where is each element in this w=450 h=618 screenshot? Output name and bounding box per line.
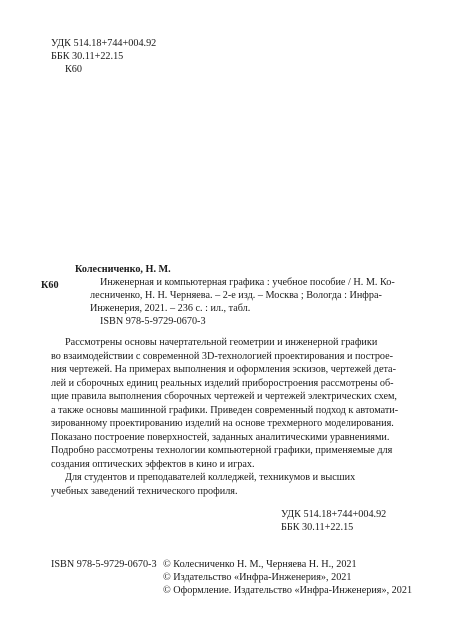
annotation-line: учебных заведений технического профиля. xyxy=(51,485,238,497)
bib-line: Инженерная и компьютерная графика : учебное пособие / Н. М. Ко- xyxy=(100,277,395,288)
bottom-classification xyxy=(281,508,386,534)
udk-code: УДК 514.18+744+004.92 xyxy=(51,38,157,49)
annotation-line: зированному проектированию изделий на основе трехмерного моделирования. xyxy=(51,418,394,429)
copyright-block xyxy=(163,558,412,597)
copyright-line: © Издательство «Инфра-Инженерия», 2021 xyxy=(163,572,352,583)
copyright-line: © Колесниченко Н. М., Черняева Н. Н., 2021 xyxy=(163,559,357,570)
annotation-line: Показано построение поверхностей, заданных аналитическими уравнениями. xyxy=(51,431,390,443)
bib-line: Инженерия, 2021. – 236 с. : ил., табл. xyxy=(90,303,251,314)
annotation-line: создания оптических эффектов в кино и играх. xyxy=(51,458,255,470)
isbn-line: ISBN 978-5-9729-0670-3 xyxy=(100,316,206,327)
bbk-code-bottom: ББК 30.11+22.15 xyxy=(281,522,354,533)
author-heading: Колесниченко, Н. М. xyxy=(75,264,171,275)
annotation-line: щие правила выполнения сборочных чертежей и чертежей электрических схем, xyxy=(51,391,397,402)
top-classification xyxy=(51,37,156,76)
copyright-line: © Оформление. Издательство «Инфра-Инженерия», 2021 xyxy=(163,585,413,596)
annotation-line: Подробно рассмотрены технологии компьютерной графики, применяемые для xyxy=(51,445,393,456)
bib-line: лесниченко, Н. Н. Черняева. – 2-е изд. – Москва ; Вологда : Инфра- xyxy=(90,290,382,301)
author-mark: К60 xyxy=(65,64,82,75)
bbk-code: ББК 30.11+22.15 xyxy=(51,51,124,62)
isbn: ISBN 978-5-9729-0670-3 xyxy=(51,559,157,570)
annotation-line: ния чертежей. На примерах выполнения и оформления эскизов, чертежей дета- xyxy=(51,364,396,375)
annotation-line: лей и сборочных единиц реальных изделий приборостроения рассмотрены об- xyxy=(51,377,394,389)
author-mark-margin: К60 xyxy=(41,280,59,291)
udk-code-bottom: УДК 514.18+744+004.92 xyxy=(281,509,387,520)
annotation-line: Для студентов и преподавателей колледжей, техникумов и высших xyxy=(65,472,356,483)
annotation-line: Рассмотрены основы начертательной геометрии и инженерной графики xyxy=(65,337,378,348)
annotation-line: а также основы машинной графики. Приведен современный подход к автомати- xyxy=(51,404,399,416)
annotation-line: во взаимодействии с современной 3D-технологией проектирования и построе- xyxy=(51,350,394,362)
